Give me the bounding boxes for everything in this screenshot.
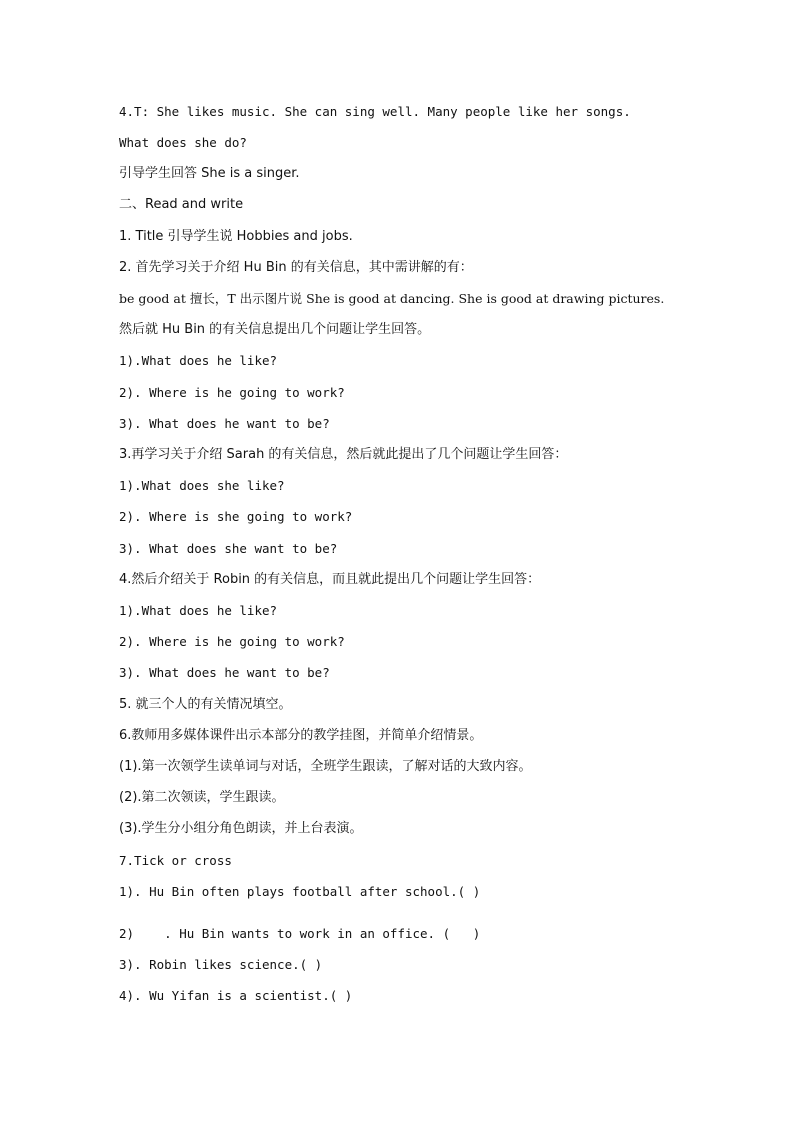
question-5: 2). Where is she going to work? — [119, 509, 353, 524]
text-line-8: 然后就 Hu Bin 的有关信息提出几个问题让学生回答。 — [119, 322, 431, 337]
question-3: 3). What does he want to be? — [119, 416, 330, 431]
text-line-16: 4.然后介绍关于 Robin 的有关信息，而且就此提出几个问题让学生回答： — [119, 572, 541, 587]
section-heading-read-and-write: 二、Read and write — [119, 197, 244, 212]
text-line-22: (1).第一次领学生读单词与对话，全班学生跟读，了解对话的大致内容。 — [119, 759, 532, 774]
exercise-item-3: 3). Robin likes science.( ) — [119, 957, 323, 972]
question-4: 1).What does she like? — [119, 478, 285, 493]
question-6: 3). What does she want to be? — [119, 541, 338, 556]
question-9: 3). What does he want to be? — [119, 665, 330, 680]
text-line-6: 2. 首先学习关于介绍 Hu Bin 的有关信息，其中需讲解的有： — [119, 260, 473, 275]
text-line-2: What does she do? — [119, 135, 247, 150]
question-8: 2). Where is he going to work? — [119, 634, 345, 649]
text-line-5: 1. Title 引导学生说 Hobbies and jobs. — [119, 229, 353, 244]
text-line-24: (3).学生分小组分角色朗读，并上台表演。 — [119, 821, 363, 836]
question-1: 1).What does he like? — [119, 353, 278, 368]
text-line-12: 3.再学习关于介绍 Sarah 的有关信息，然后就此提出了几个问题让学生回答： — [119, 447, 568, 462]
exercise-item-1: 1). Hu Bin often plays football after school.( ) — [119, 884, 481, 899]
text-line-23: (2).第二次领读，学生跟读。 — [119, 790, 285, 805]
exercise-item-2: 2) . Hu Bin wants to work in an office. ( ) — [119, 926, 481, 941]
question-2: 2). Where is he going to work? — [119, 385, 345, 400]
section-heading-tick-or-cross: 7.Tick or cross — [119, 853, 232, 868]
text-line-1: 4.T: She likes music. She can sing well. Many people like her songs. — [119, 104, 631, 119]
text-line-3: 引导学生回答 She is a singer. — [119, 166, 300, 181]
exercise-item-4: 4). Wu Yifan is a scientist.( ) — [119, 988, 353, 1003]
text-line-20: 5. 就三个人的有关情况填空。 — [119, 697, 292, 712]
text-line-21: 6.教师用多媒体课件出示本部分的教学挂图，并简单介绍情景。 — [119, 728, 483, 743]
question-7: 1).What does he like? — [119, 603, 278, 618]
text-line-7: be good at 擅长，T 出示图片说 She is good at dancing. She is good at drawing pictures. — [119, 291, 665, 306]
